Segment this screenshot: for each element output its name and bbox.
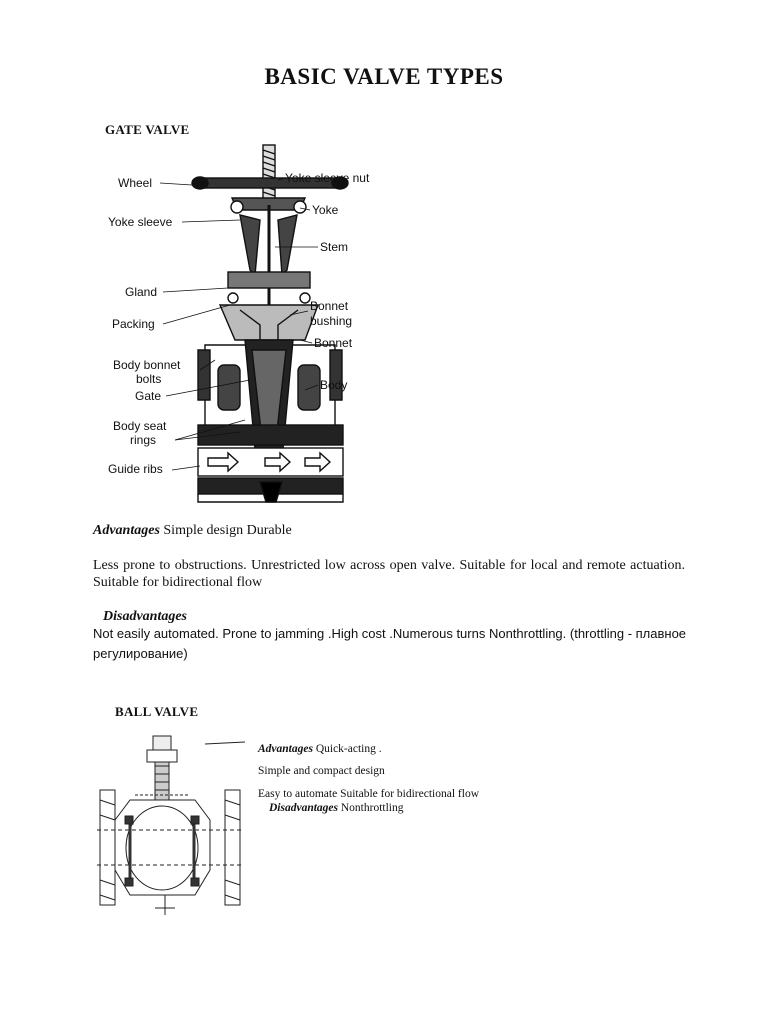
page-title: BASIC VALVE TYPES (264, 64, 504, 89)
label-packing: Packing (112, 317, 155, 331)
ball-line-3: Easy to automate Suitable for bidirectional flow (258, 788, 479, 800)
ball-disadvantages-text: Nonthrottling (338, 802, 404, 814)
gate-advantages-label: Advantages (93, 523, 160, 538)
ball-disadvantages (269, 801, 404, 815)
label-rings: rings (130, 433, 157, 447)
label-body: Body (320, 378, 348, 392)
ball-disadvantages-label: Disadvantages (269, 802, 338, 814)
label-yoke: Yoke (312, 203, 339, 217)
ball-valve-heading: BALL VALVE (115, 704, 199, 719)
label-stem: Stem (320, 240, 349, 254)
label-gate: Gate (135, 389, 162, 403)
ball-advantages-text: Quick-acting . (312, 743, 382, 755)
stem-thread (263, 145, 275, 205)
label-body-bonnet: Body bonnet (113, 358, 181, 372)
label-wheel: Wheel (118, 176, 153, 190)
gate-advantages (93, 522, 292, 539)
gate-paragraph: Less prone to obstructions. Unrestricted low across open valve. Suitable for local and remote actuation. Suitable for bidirectional flow (93, 558, 685, 590)
label-gland: Gland (125, 285, 158, 299)
label-bonnet: Bonnet (314, 336, 353, 350)
gate-disadvantages-label: Disadvantages (103, 609, 187, 624)
label-yoke-sleeve: Yoke sleeve (108, 215, 173, 229)
ball-valve-diagram (95, 730, 245, 920)
gate-advantages-text: Simple design Durable (159, 523, 292, 538)
gate-disadvantages-text: Not easily automated. Prone to jamming .High cost .Numerous turns Nonthrottling. (throttling - плавное регулирование) (93, 626, 687, 661)
gate-valve-diagram (100, 140, 390, 510)
gate-valve-heading: GATE VALVE (105, 122, 190, 137)
label-body-seat: Body seat (113, 419, 167, 433)
label-bonnet-bushing-2: bushing (310, 314, 353, 328)
label-bolts: bolts (136, 372, 162, 386)
label-bonnet-bushing-1: Bonnet (310, 299, 349, 313)
ball-line-2: Simple and compact design (258, 765, 385, 777)
ball-advantages-label: Advantages (258, 743, 313, 755)
label-yoke-sleeve-nut: Yoke sleeve nut (285, 171, 370, 185)
label-guide-ribs: Guide ribs (108, 462, 163, 476)
ball-advantages (258, 742, 382, 756)
